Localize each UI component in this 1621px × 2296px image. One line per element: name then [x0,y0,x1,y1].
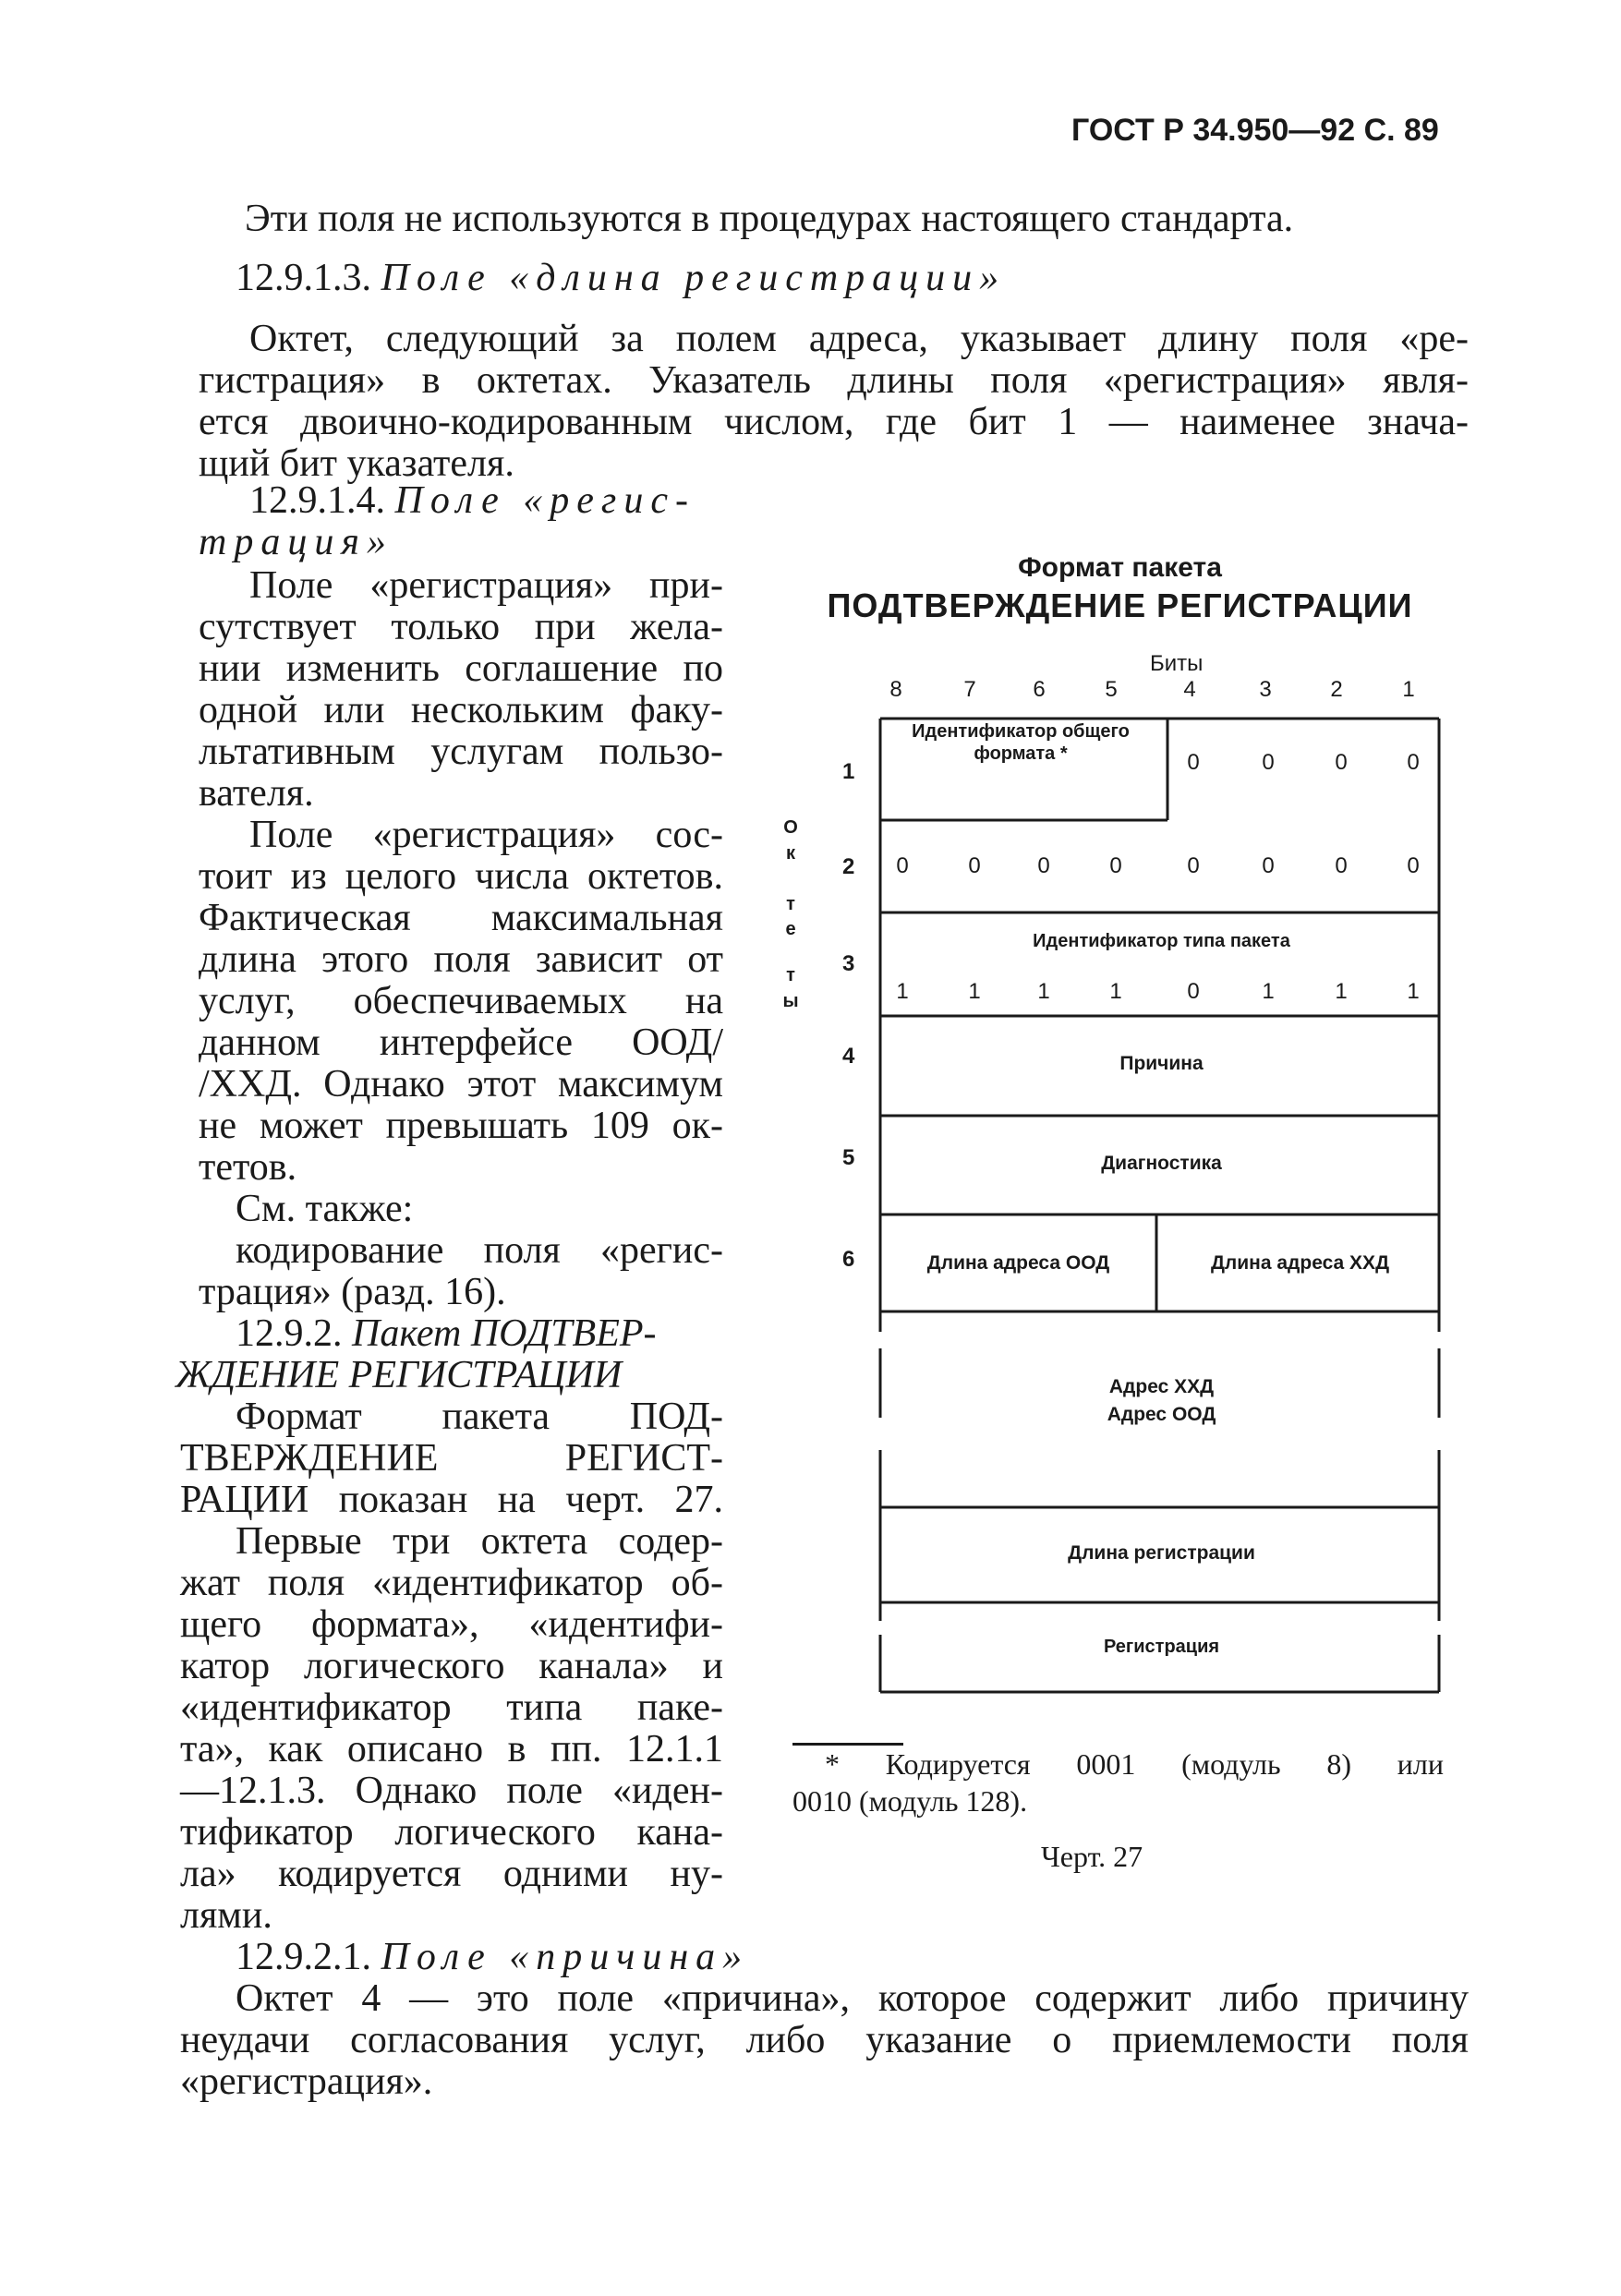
bit-number: 7 [963,677,976,702]
paragraph-line: Октет 4 — это поле «причина», которое содержит либо причину [236,1977,1469,2020]
packet-format-frame [868,711,1450,1722]
col-line: ла» кодируется одними ну- [180,1853,723,1895]
bit-value: 0 [1407,750,1420,775]
bit-value: 0 [1407,853,1420,878]
row-number: 5 [842,1145,855,1170]
octets-label-letter: О [783,817,798,838]
col-line: нии изменить соглашение по [199,647,723,690]
col-line: тоит из целого числа октетов. [199,855,723,898]
bit-value: 0 [1262,853,1275,878]
paragraph-line: «регистрация». [180,2060,433,2103]
bit-number: 4 [1183,677,1196,702]
footnote-line: * Кодируется 0001 (модуль 8) или [825,1747,1444,1781]
paragraph-line: неудачи согласования услуг, либо указание о приемлемости поля [180,2019,1469,2061]
bit-value: 0 [1262,750,1275,775]
paragraph-cause [180,1978,1469,2103]
gfi-cell: Идентификатор общего формата * [912,721,1130,764]
footnote [792,1746,1444,1819]
octets-label-letter: е [785,919,796,939]
bit-number: 5 [1105,677,1118,702]
section-title: Поле «регис- [394,479,696,522]
row-number: 6 [842,1247,855,1272]
col-line: та», как описано в пп. 12.1.1 [180,1728,723,1770]
col-line: лями. [180,1894,272,1937]
col-line: льтативным услугам пользо- [199,731,723,773]
col-line: вателя. [199,772,314,815]
bit-value: 0 [968,853,981,878]
figure-label: Черт. 27 [1041,1840,1143,1873]
section-number: 12.9.2.1. [236,1936,371,1978]
bit-value: 1 [1407,979,1420,1004]
page-header: ГОСТ Р 34.950—92 С. 89 [1071,113,1439,148]
section-number: 12.9.2. [236,1312,343,1355]
figure-caption-small: Формат пакета [1018,552,1222,583]
bit-value: 0 [1109,853,1122,878]
col-line: Поле «регистрация» при- [249,564,723,607]
octets-label-letter: т [786,894,795,914]
cause-field: Причина [1119,1053,1204,1074]
section-title-cont: ЖДЕНИЕ РЕГИСТРАЦИИ [175,1354,623,1396]
bit-value: 1 [896,979,909,1004]
dte-address-length: Длина адреса ООД [926,1252,1110,1274]
figure-caption-big: ПОДТВЕРЖДЕНИЕ РЕГИСТРАЦИИ [827,586,1413,624]
col-line: РАЦИИ показан на черт. 27. [180,1479,723,1521]
paragraph-line: ется двоично-кодированным числом, где бит 1 — наименее знача- [199,401,1469,443]
bit-value: 1 [1335,979,1348,1004]
footnote-line: 0010 (модуль 128). [792,1784,1028,1818]
col-line: трация» (разд. 16). [199,1271,506,1313]
row-number: 3 [842,951,855,976]
bit-value: 0 [1187,979,1200,1004]
col-line: тетов. [199,1146,297,1189]
bit-value: 1 [1109,979,1122,1004]
section-number: 12.9.1.3. [236,257,371,299]
col-line: сутствует только при жела- [199,606,723,648]
bit-value: 1 [968,979,981,1004]
diagnostic-field: Диагностика [1101,1153,1222,1174]
bit-value: 0 [1335,853,1348,878]
bit-value: 0 [1335,750,1348,775]
bit-number: 2 [1330,677,1343,702]
col-line: одной или нескольким факу- [199,689,723,731]
section-title-cont: трация» [199,521,393,563]
paragraph-line: щий бит указателя. [199,442,514,485]
bit-value: 0 [1187,750,1200,775]
col-line: тификатор логического кана- [180,1811,723,1854]
col-line: Формат пакета ПОД- [236,1396,723,1438]
bit-number: 1 [1402,677,1415,702]
col-line: данном интерфейсе ООД/ [199,1021,723,1064]
col-line: Фактическая максимальная [199,897,723,939]
octets-label-letter: к [785,843,795,864]
section-title: Пакет ПОДТВЕР- [352,1312,657,1355]
col-line: Поле «регистрация» сос- [249,814,723,856]
registration-field: Регистрация [1103,1637,1220,1657]
section-title: Поле «длина регистрации» [381,257,1007,299]
col-line: /ХХД. Однако этот максимум [199,1063,723,1106]
dce-address-length: Длина адреса ХХД [1210,1252,1390,1274]
col-line: «идентификатор типа паке- [180,1686,723,1729]
paragraph-line: Октет, следующий за полем адреса, указывает длину поля «ре- [249,318,1469,360]
row-number: 1 [842,759,855,784]
paragraph-length [199,319,1469,485]
section-title: Поле «причина» [381,1936,750,1978]
col-line: катор логического канала» и [180,1645,723,1687]
section-12-9-2-heading [236,1311,657,1356]
bits-label: Биты [1150,651,1204,676]
registration-length-field: Длина регистрации [1068,1542,1255,1564]
col-line: ТВЕРЖДЕНИЕ РЕГИСТ- [180,1437,723,1480]
row-number: 2 [842,854,855,879]
bit-number: 6 [1033,677,1046,702]
bit-value: 0 [1187,853,1200,878]
dce-address: Адрес ХХД [1108,1376,1215,1397]
col-line: жат поля «идентификатор об- [180,1562,723,1604]
col-line: См. также: [236,1188,414,1230]
section-12-9-1-4-heading [249,478,696,523]
col-line: длина этого поля зависит от [199,938,723,981]
col-line: кодирование поля «регис- [236,1229,723,1272]
col-line: Первые три октета содер- [236,1520,723,1563]
octets-label-letter: ы [782,991,799,1011]
bit-value: 0 [1037,853,1050,878]
packet-type-id: Идентификатор типа пакета [1033,931,1290,951]
octets-label-letter: т [786,965,795,985]
left-column-registration [199,565,723,1313]
dte-address: Адрес ООД [1107,1404,1216,1425]
section-12-9-1-3-heading [236,256,1006,300]
bit-value: 1 [1037,979,1050,1004]
bit-number: 3 [1259,677,1272,702]
intro-line: Эти поля не используются в процедурах настоящего стандарта. [245,198,1294,240]
row-number: 4 [842,1044,855,1069]
paragraph-line: гистрация» в октетах. Указатель длины поля «регистрация» явля- [199,359,1469,402]
section-number: 12.9.1.4. [249,479,385,522]
col-line: —12.1.3. Однако поле «иден- [180,1770,723,1812]
col-line: не может превышать 109 ок- [199,1105,723,1147]
left-column-packet [180,1396,723,1937]
bit-number: 8 [889,677,902,702]
col-line: щего формата», «идентифи- [180,1603,723,1646]
section-12-9-2-1-heading [236,1935,749,1979]
bit-value: 1 [1262,979,1275,1004]
bit-value: 0 [896,853,909,878]
col-line: услуг, обеспечиваемых на [199,980,723,1022]
